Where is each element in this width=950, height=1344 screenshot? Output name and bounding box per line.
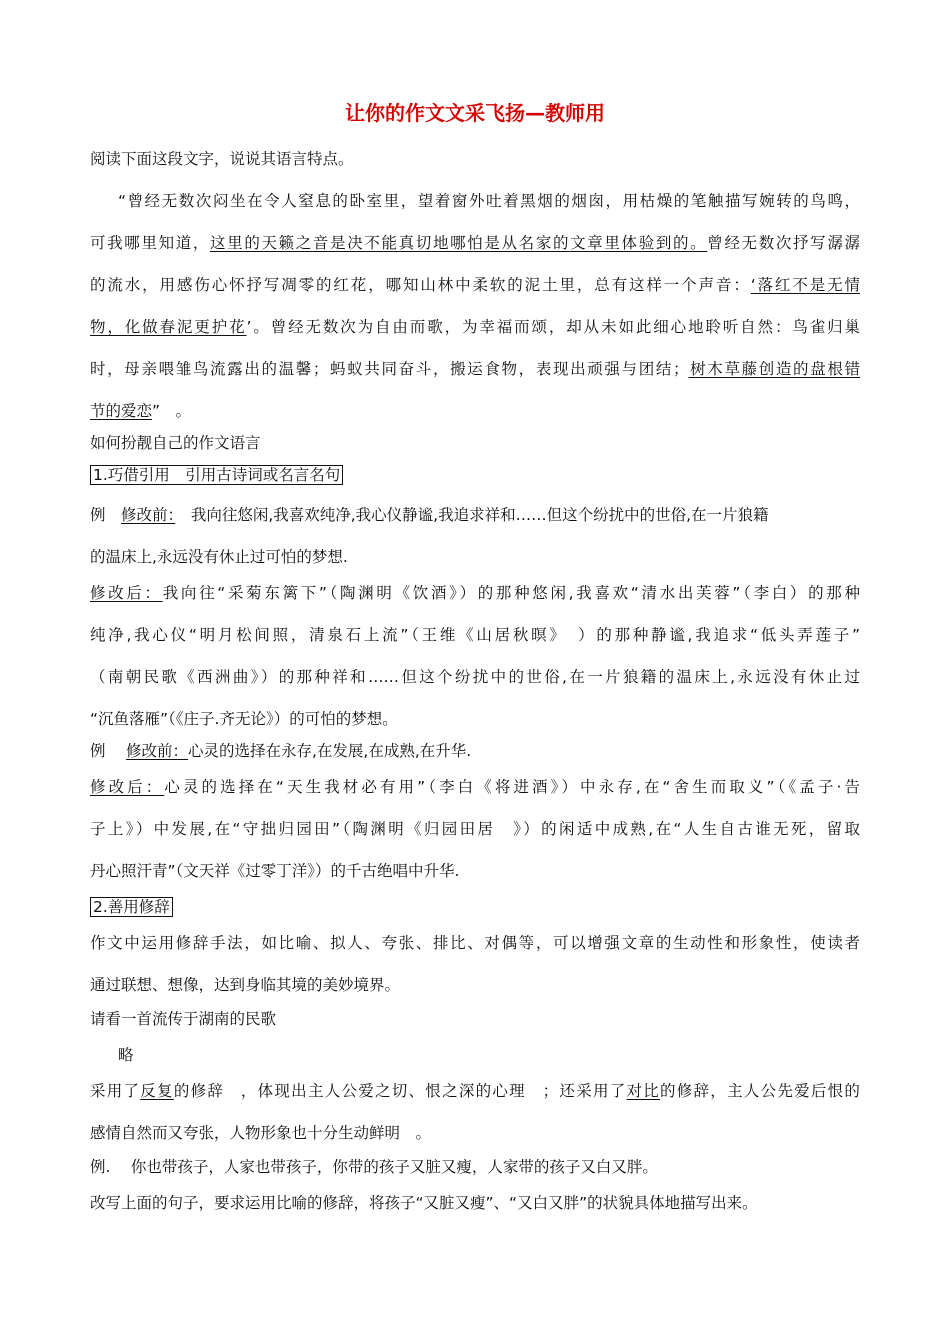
- passage-line-5: 时，母亲喂雏鸟流露出的温馨；蚂蚁共同奋斗，搬运食物，表现出顽强与团结；树木草藤创造的盘根错: [90, 360, 860, 378]
- after-label: 修改后：: [90, 584, 163, 602]
- contrast-term: 对比: [626, 1082, 661, 1100]
- underlined-quote: ‘落红不是无情: [750, 276, 860, 294]
- section-2-heading-line: [90, 896, 860, 918]
- before-label: 修改前：: [121, 506, 176, 524]
- passage-line-2: 可我哪里知道，这里的天籁之音是决不能真切地哪怕是从名家的文章里体验到的。曾经无数次抒写潺潺: [90, 234, 860, 252]
- section-2-para-1-line-2: 通过联想、想像，达到身临其境的美妙境界。: [90, 976, 401, 994]
- example-1-after-line-2: 纯净,我心仪“明月松间照，清泉石上流”（王维《山居秋暝》 ）的那种静谧,我追求“低头弄莲子”: [90, 626, 860, 644]
- example-1-after-line-1: 修改后：我向往“采菊东篱下”（陶渊明《饮酒》）的那种悠闲,我喜欢“清水出芙蓉”（李白）的那种: [90, 584, 860, 602]
- page-title: 让你的作文文采飞扬—教师用: [345, 101, 605, 125]
- repetition-term: 反复: [140, 1082, 174, 1100]
- section-2-heading: 2.善用修辞: [90, 897, 173, 917]
- omitted-marker: 略: [118, 1046, 134, 1064]
- question-heading: 如何扮靓自己的作文语言: [90, 434, 261, 452]
- example-2-after-line-1: 修改后：心灵的选择在“天生我材必有用”（李白《将进酒》）中永存,在“舍生而取义”（《孟子·告: [90, 778, 860, 796]
- example-2-after-line-3: 丹心照汗青”（文天祥《过零丁洋》）的千古绝唱中升华.: [90, 862, 460, 880]
- example-1-before-line: 例 修改前： 我向往悠闲,我喜欢纯净,我心仪静谧,我追求祥和……但这个纷扰中的世俗,在一片狼籍: [90, 506, 769, 524]
- example-2-after-line-2: 子上》）中发展,在“守拙归园田”（陶渊明《归园田居 》）的闲适中成熟,在“人生自古谁无死，留取: [90, 820, 860, 838]
- intro-line: 阅读下面这段文字，说说其语言特点。: [90, 150, 354, 168]
- example-3-line: 例. 你也带孩子，人家也带孩子，你带的孩子又脏又瘦，人家带的孩子又白又胖。: [90, 1158, 658, 1176]
- section-1-heading-line: [90, 464, 860, 486]
- example-2-before-line: 例 修改前：心灵的选择在永存,在发展,在成熟,在升华.: [90, 742, 472, 760]
- passage-line-3: 的流水，用感伤心怀抒写凋零的红花，哪知山林中柔软的泥土里，总有这样一个声音：‘落红不是无情: [90, 276, 860, 294]
- underlined-quote-end: 物，化做春泥更护花: [90, 318, 247, 336]
- passage-line-4: 物，化做春泥更护花’。曾经无数次为自由而歌，为幸福而颂，却从未如此细心地聆听自然：鸟雀归巢: [90, 318, 860, 336]
- example-1-after-line-4: “沉鱼落雁”（《庄子.齐无论》）的可怕的梦想。: [90, 710, 398, 728]
- example-1-after-line-3: （南朝民歌《西洲曲》）的那种祥和……但这个纷扰中的世俗,在一片狼籍的温床上,永远没有休止过: [90, 668, 860, 686]
- section-2-para-3-line-1: 采用了反复的修辞 ，体现出主人公爱之切、恨之深的心理 ；还采用了对比的修辞，主人公先爱后恨的: [90, 1082, 860, 1100]
- rewrite-task-line: 改写上面的句子，要求运用比喻的修辞，将孩子“又脏又瘦”、“又白又胖”的状貌具体地描写出来。: [90, 1194, 758, 1212]
- section-2-para-3-line-2: 感情自然而又夸张，人物形象也十分生动鲜明 。: [90, 1124, 432, 1142]
- before-label: 修改前：: [125, 742, 188, 760]
- section-2-para-2: 请看一首流传于湖南的民歌: [90, 1010, 277, 1028]
- passage-line-6: 节的爱恋” 。: [90, 402, 192, 420]
- section-2-para-1-line-1: 作文中运用修辞手法，如比喻、拟人、夸张、排比、对偶等，可以增强文章的生动性和形象性，使读者: [90, 934, 860, 952]
- underlined-phrase: 树木草藤创造的盘根错: [688, 360, 860, 378]
- example-1-before-line-2: 的温床上,永远没有休止过可怕的梦想.: [90, 548, 348, 566]
- underlined-phrase: 这里的天籁之音是决不能真切地哪怕是从名家的文章里体验到的。: [210, 234, 708, 252]
- underlined-phrase-end: 节的爱恋: [90, 402, 153, 420]
- passage-line-1: “曾经无数次闷坐在令人窒息的卧室里，望着窗外吐着黑烟的烟囱，用枯燥的笔触描写婉转的鸟鸣，: [118, 192, 860, 210]
- section-1-heading: 1.巧借引用 引用古诗词或名言名句: [90, 465, 343, 485]
- after-label: 修改后：: [90, 778, 165, 796]
